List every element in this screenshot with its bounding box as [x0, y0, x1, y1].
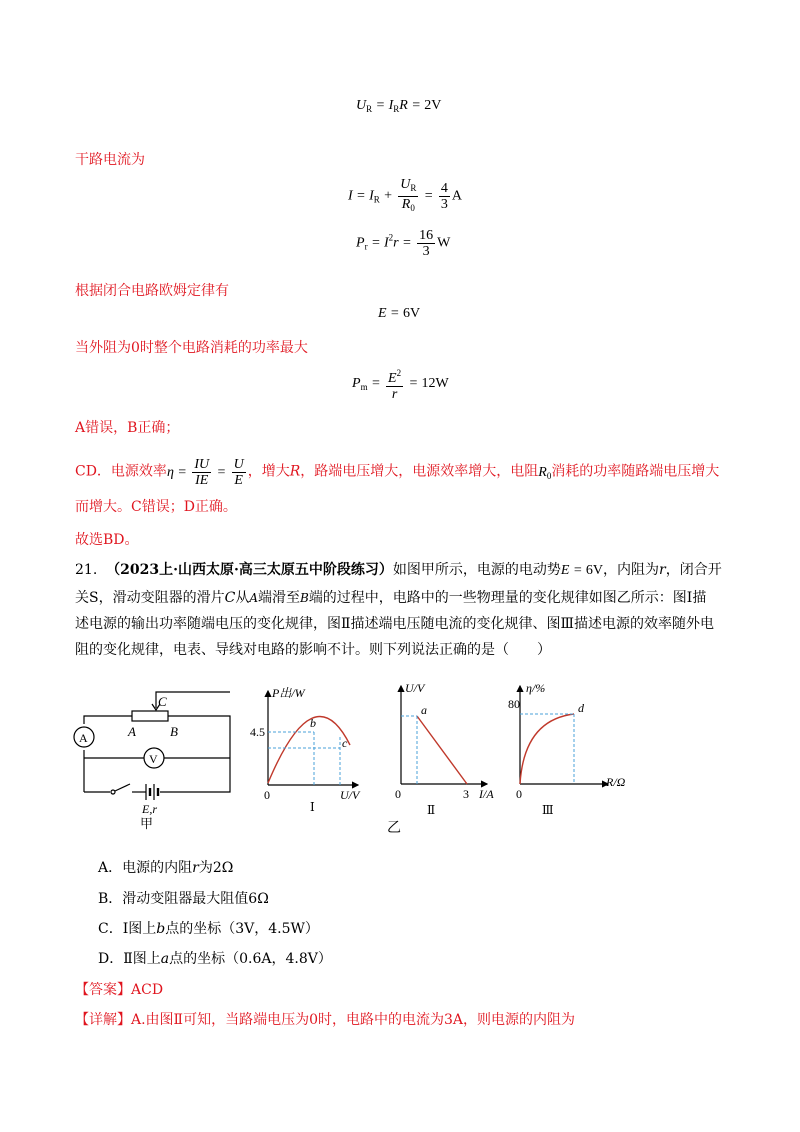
- equation-e: E = 6V: [378, 306, 421, 321]
- g2-title: Ⅱ: [427, 803, 436, 817]
- equation-pm: $P_m$ = $\frac{E^2}{r}$ = 12W: [352, 368, 449, 402]
- label-a-end: A: [128, 724, 136, 739]
- detail: 【详解】A.由图Ⅱ可知，当路端电压为0时，电路中的电流为3A，则电源的内阻为: [75, 1012, 575, 1028]
- g3-d: d: [578, 701, 584, 715]
- text-cd: CD．电源效率η = $\frac{IU}{IE}$ = $\frac{U}{E}$ ，增大R，路端电压增大，电源效率增大，电阻$R_0$消耗的功率随路端电压增大: [75, 457, 720, 488]
- g1-origin: 0: [264, 788, 270, 802]
- g1-b: b: [310, 716, 316, 730]
- answer: 【答案】ACD: [75, 982, 164, 998]
- fig-jia-label: 甲: [140, 816, 154, 830]
- g1-xlabel: U/V: [340, 788, 360, 802]
- g3-origin: 0: [516, 787, 522, 801]
- text-zero: 当外阻为0时整个电路消耗的功率最大: [75, 340, 308, 356]
- question-line-1: 21. （2023上·山西太原·高三太原五中阶段练习）如图甲所示，电源的电动势E = 6V，内阻为r，闭合开: [75, 562, 722, 578]
- label-b-end: B: [170, 724, 178, 739]
- fig-yi-label: 乙: [387, 820, 401, 836]
- ammeter-label: A: [79, 731, 88, 745]
- text-ab: A错误，B正确；: [75, 420, 180, 436]
- g2-ylabel: U/V: [405, 681, 425, 695]
- graph-i: [248, 685, 378, 815]
- text-final: 故选BD。: [75, 532, 139, 548]
- g3-title: Ⅲ: [542, 803, 554, 817]
- text-ohm: 根据闭合电路欧姆定律有: [75, 283, 229, 299]
- option-a[interactable]: A．电源的内阻r为2Ω: [98, 860, 234, 876]
- equation-pr: $P_r = I^2r$ = $\frac{16}{3}$ W: [356, 228, 451, 259]
- g1-c: c: [342, 736, 348, 750]
- equation-i: $I = I_R$ + $\frac{U_R}{R_0}$ = $\frac{4}{3}$ A: [348, 177, 462, 213]
- equation-ur: $U_R = I_RR = 2V$: [356, 98, 442, 114]
- label-c: C: [158, 694, 167, 709]
- question-line-2: 关S，滑动变阻器的滑片C从A端滑至B端的过程中，电路中的一些物理量的变化规律如图乙所示：图Ⅰ描: [75, 590, 707, 606]
- source-label: E,r: [142, 802, 157, 816]
- graph-iii: [508, 680, 643, 825]
- option-b[interactable]: B．滑动变阻器最大阻值6Ω: [98, 891, 269, 907]
- g1-tick: 4.5: [250, 725, 265, 739]
- graph-ii: [385, 680, 505, 825]
- text-cd2: 而增大。C错误；D正确。: [75, 499, 237, 515]
- g2-origin: 0: [395, 787, 401, 801]
- g2-xlabel: I/A: [479, 787, 494, 801]
- option-d[interactable]: D．Ⅱ图上a点的坐标（0.6A，4.8V）: [98, 951, 332, 967]
- g3-ylabel: η/%: [526, 681, 546, 695]
- circuit-diagram: [70, 680, 240, 830]
- g3-tick: 80: [508, 697, 520, 711]
- voltmeter-label: V: [149, 752, 158, 766]
- text-gan: 干路电流为: [75, 152, 145, 168]
- g1-ylabel: P出/W: [272, 686, 305, 700]
- question-line-4: 阻的变化规律，电表、导线对电路的影响不计。则下列说法正确的是（ ）: [75, 642, 551, 658]
- g3-xlabel: R/Ω: [606, 775, 626, 789]
- g2-tick: 3: [463, 787, 469, 801]
- g1-title: Ⅰ: [310, 800, 315, 814]
- g2-a: a: [421, 703, 427, 717]
- option-c[interactable]: C．Ⅰ图上b点的坐标（3V，4.5W）: [98, 921, 319, 937]
- question-line-3: 述电源的输出功率随端电压的变化规律，图Ⅱ描述端电压随电流的变化规律、图Ⅲ描述电源的效率随外电: [75, 616, 715, 632]
